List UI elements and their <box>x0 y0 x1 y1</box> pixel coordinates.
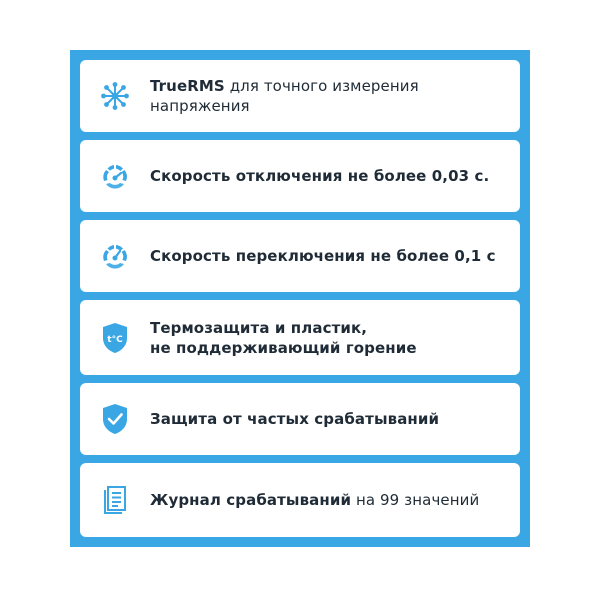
feature-card-shutdown-speed <box>80 140 520 212</box>
feature-text-rest: на 99 значений <box>351 491 480 509</box>
feature-text-line1: Термозащита и пластик, <box>150 318 368 337</box>
speedometer-icon <box>100 161 130 191</box>
feature-text-bold: Скорость переключения не более 0,1 с <box>150 247 496 265</box>
feature-text-bold: Защита от частых срабатываний <box>150 410 440 428</box>
document-log-icon <box>100 485 130 515</box>
feature-card-frequent-trip-protection <box>80 383 520 455</box>
feature-text-line2: не поддерживающий горение <box>150 338 417 357</box>
feature-card-thermal-protection <box>80 300 520 375</box>
feature-text <box>150 318 417 358</box>
features-panel <box>70 50 530 547</box>
feature-card-truerms <box>80 60 520 132</box>
shield-check-icon <box>100 404 130 434</box>
feature-text-bold: Скорость отключения не более 0,03 с. <box>150 167 490 185</box>
feature-text <box>150 409 439 429</box>
thermal-shield-icon-label: t°C <box>107 334 123 345</box>
feature-text <box>150 490 479 510</box>
thermal-shield-icon <box>100 323 130 353</box>
feature-card-trip-log <box>80 463 520 537</box>
feature-text-bold: TrueRMS <box>150 77 225 95</box>
feature-text <box>150 246 496 266</box>
feature-text <box>150 166 489 186</box>
feature-card-switch-speed <box>80 220 520 292</box>
feature-text-bold: Журнал срабатываний <box>150 491 352 509</box>
feature-text-rest: для точного измерения напряжения <box>150 77 419 115</box>
feature-text <box>150 76 520 116</box>
network-nodes-icon <box>100 81 130 111</box>
speedometer-icon <box>100 241 130 271</box>
